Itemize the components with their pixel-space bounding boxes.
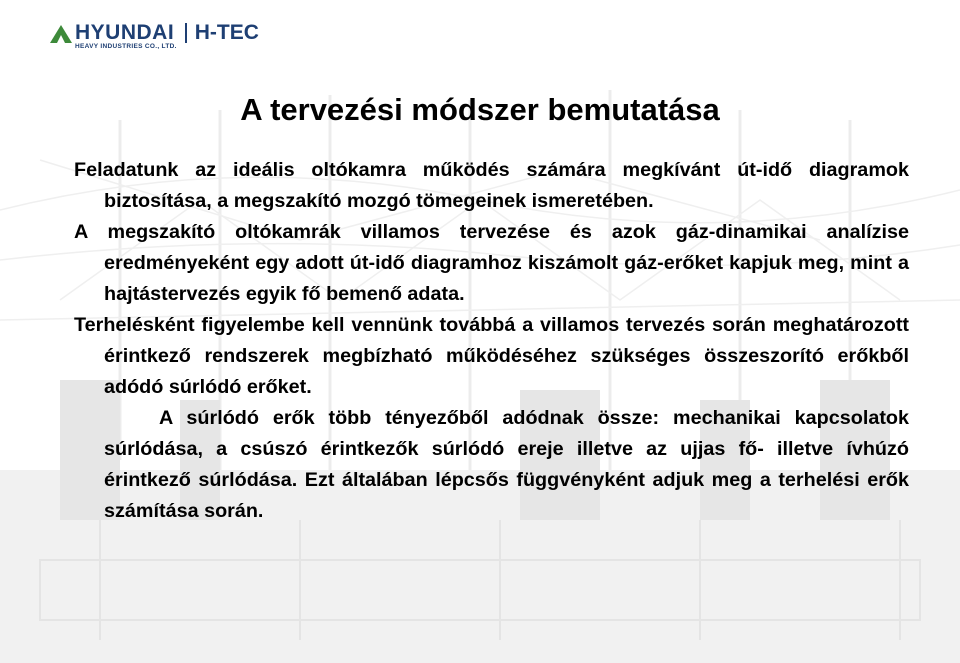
paragraph-4-block xyxy=(74,403,909,527)
paragraph-4: A súrlódó erők több tényezőből adódnak össze: mechanikai kapcsolatok súrlódása, a csúszó érintkezők súrlódó ereje illetve az ujjas fő- illetve ívhúzó érintkező súrlódása. Ezt általában lépcsős függvényként adjuk meg a terhelési erők számítása során. xyxy=(104,407,909,522)
hyundai-htec-logo xyxy=(50,22,259,54)
logo-name: HYUNDAI xyxy=(75,21,175,44)
logo-divider xyxy=(185,23,187,43)
logo-subtitle: HEAVY INDUSTRIES CO., LTD. xyxy=(75,43,177,50)
paragraph-1: Feladatunk az ideális oltókamra működés számára megkívánt út-idő diagramok biztosítása, a megszakító mozgó tömegeinek ismeretében. xyxy=(74,159,909,212)
hyundai-logo-mark-icon xyxy=(50,23,72,45)
paragraph-3: Terhelésként figyelembe kell vennünk továbbá a villamos tervezés során meghatározott érintkező rendszerek megbízható működéséhez szükséges összeszorító erőkből adódó súrlódó erőket. xyxy=(74,314,909,398)
hyundai-wordmark xyxy=(75,22,177,51)
paragraph-2: A megszakító oltókamrák villamos tervezése és azok gáz-dinamikai analízise eredményeként egy adott út-idő diagramhoz kiszámolt gáz-erőket kapjuk meg, mint a hajtástervezés egyik fő bemenő adata. xyxy=(74,221,909,305)
slide-title: A tervezési módszer bemutatása xyxy=(240,92,720,127)
division-name: H-TEC xyxy=(194,21,259,44)
slide-body xyxy=(74,155,909,527)
